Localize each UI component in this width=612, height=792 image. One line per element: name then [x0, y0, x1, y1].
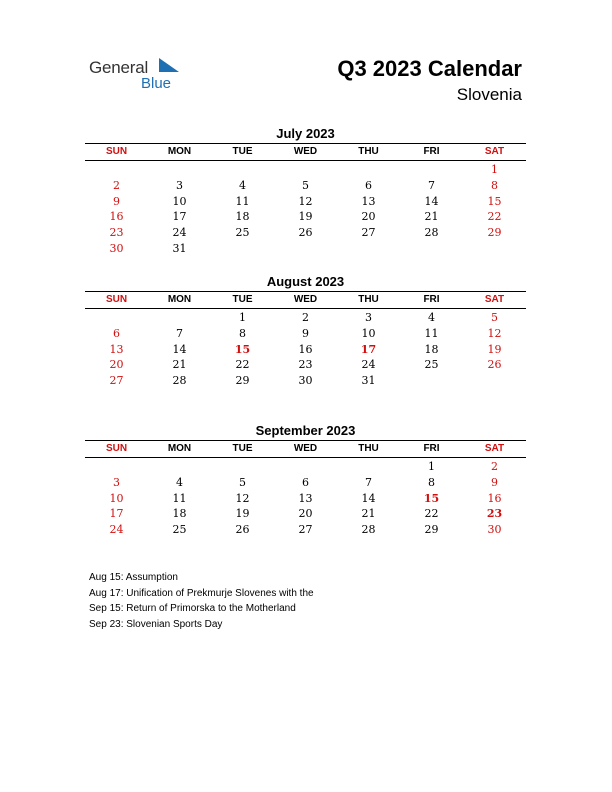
day-cell: 7 [428, 178, 435, 192]
logo-general-text: General [89, 58, 149, 77]
day-cell: 8 [491, 178, 498, 192]
weekday-header [85, 144, 526, 161]
day-cell: 31 [172, 241, 187, 255]
day-cell [400, 373, 463, 389]
day-cell: 30 [109, 241, 124, 255]
day-cell: 1 [428, 460, 435, 473]
day-cell: 3 [176, 178, 183, 192]
day-cell: 19 [235, 507, 250, 521]
weekday-wed: WED [293, 294, 318, 305]
weekday-fri: FRI [423, 294, 440, 305]
weekday-fri: FRI [423, 443, 440, 454]
day-cell: 25 [172, 523, 187, 537]
weekday-wed: WED [293, 443, 318, 454]
day-cell: 14 [172, 342, 187, 356]
day-cell: 21 [424, 210, 439, 224]
day-cell [211, 162, 274, 178]
day-cell: 19 [487, 342, 502, 356]
weekday-thu: THU [358, 146, 379, 157]
day-cell: 29 [424, 523, 439, 537]
week-row [85, 522, 526, 538]
week-row [85, 357, 526, 373]
day-cell: 13 [109, 342, 124, 356]
day-grid [85, 458, 526, 538]
day-cell: 4 [428, 311, 435, 324]
day-cell: 27 [361, 226, 376, 240]
day-cell [211, 459, 274, 475]
day-cell: 9 [113, 194, 120, 208]
week-row [85, 241, 526, 257]
logo-triangle-icon [159, 58, 179, 72]
week-row [85, 475, 526, 491]
day-cell: 30 [298, 374, 313, 388]
day-cell [463, 373, 526, 389]
day-cell [337, 459, 400, 475]
day-cell: 5 [302, 178, 309, 192]
weekday-sat: SAT [484, 294, 505, 305]
day-cell: 20 [298, 507, 313, 521]
weekday-thu: THU [358, 443, 379, 454]
day-cell: 2 [491, 460, 498, 473]
weekday-mon: MON [167, 146, 192, 157]
day-cell: 3 [365, 311, 372, 324]
day-cell: 16 [298, 342, 313, 356]
day-cell: 24 [172, 226, 187, 240]
day-cell: 23 [298, 358, 313, 372]
day-cell: 11 [424, 326, 439, 340]
day-cell: 26 [487, 358, 502, 372]
weekday-sat: SAT [484, 146, 505, 157]
day-cell [274, 162, 337, 178]
weekday-thu: THU [358, 294, 379, 305]
day-cell [148, 162, 211, 178]
day-cell: 17 [360, 342, 377, 356]
week-row [85, 310, 526, 326]
week-row [85, 178, 526, 194]
weekday-mon: MON [167, 294, 192, 305]
day-cell: 4 [176, 475, 183, 489]
day-cell: 22 [424, 507, 439, 521]
day-cell: 20 [109, 358, 124, 372]
day-cell: 28 [172, 374, 187, 388]
month-july [85, 125, 526, 257]
holiday-note: Aug 17: Unification of Prekmurje Slovenes with the [89, 587, 314, 599]
day-cell: 11 [172, 491, 187, 505]
day-grid [85, 161, 526, 257]
day-cell: 17 [109, 507, 124, 521]
day-cell [400, 241, 463, 257]
week-row [85, 342, 526, 358]
day-cell: 28 [361, 523, 376, 537]
day-cell: 14 [424, 194, 439, 208]
day-cell [148, 459, 211, 475]
week-row [85, 459, 526, 475]
day-cell: 28 [424, 226, 439, 240]
month-title: September 2023 [255, 423, 356, 438]
weekday-header [85, 292, 526, 309]
day-cell: 25 [235, 226, 250, 240]
day-cell: 18 [172, 507, 187, 521]
weekday-wed: WED [293, 146, 318, 157]
day-cell: 15 [234, 342, 251, 356]
day-cell: 12 [298, 194, 313, 208]
week-row [85, 491, 526, 507]
week-row [85, 209, 526, 225]
day-cell: 7 [365, 475, 372, 489]
day-cell: 21 [361, 507, 376, 521]
day-cell: 10 [172, 194, 187, 208]
weekday-tue: TUE [232, 443, 253, 454]
day-cell: 15 [487, 194, 502, 208]
day-cell: 6 [302, 475, 309, 489]
day-cell: 7 [176, 326, 183, 340]
holiday-note: Sep 23: Slovenian Sports Day [89, 618, 223, 630]
day-cell: 27 [298, 523, 313, 537]
weekday-sun: SUN [105, 443, 128, 454]
weekday-header [85, 441, 526, 458]
day-cell: 30 [487, 523, 502, 537]
day-cell: 29 [487, 226, 502, 240]
day-cell: 20 [361, 210, 376, 224]
page-subtitle: Slovenia [456, 85, 522, 104]
day-cell: 22 [235, 358, 250, 372]
day-cell: 21 [172, 358, 187, 372]
generalblue-logo [89, 54, 199, 94]
day-cell: 25 [424, 358, 439, 372]
page-title: Q3 2023 Calendar [337, 56, 522, 81]
day-cell: 26 [298, 226, 313, 240]
day-cell: 1 [491, 163, 498, 176]
day-cell: 5 [491, 311, 498, 324]
day-cell: 26 [235, 523, 250, 537]
day-cell: 16 [109, 210, 124, 224]
weekday-tue: TUE [232, 146, 253, 157]
week-row [85, 326, 526, 342]
weekday-fri: FRI [423, 146, 440, 157]
logo-blue-text: Blue [141, 75, 172, 92]
day-cell: 19 [298, 210, 313, 224]
day-cell: 18 [235, 210, 250, 224]
day-cell: 8 [428, 475, 435, 489]
day-cell: 4 [239, 178, 246, 192]
day-cell: 27 [109, 374, 124, 388]
month-title: July 2023 [276, 126, 335, 141]
month-september [85, 422, 526, 538]
week-row [85, 194, 526, 210]
day-cell: 24 [361, 358, 376, 372]
day-cell: 29 [235, 374, 250, 388]
day-cell [274, 241, 337, 257]
day-cell: 1 [239, 311, 246, 324]
day-cell [274, 459, 337, 475]
month-august [85, 273, 526, 389]
day-cell: 22 [487, 210, 502, 224]
day-cell: 10 [361, 326, 376, 340]
week-row [85, 373, 526, 389]
day-cell: 11 [235, 194, 250, 208]
day-cell: 23 [486, 507, 503, 521]
day-cell: 24 [109, 523, 124, 537]
day-cell: 5 [239, 475, 246, 489]
day-cell [85, 162, 148, 178]
day-cell: 13 [298, 491, 313, 505]
day-cell: 12 [235, 491, 250, 505]
day-cell: 16 [487, 491, 502, 505]
day-cell [463, 241, 526, 257]
day-cell: 17 [172, 210, 187, 224]
week-row [85, 506, 526, 522]
day-cell: 18 [424, 342, 439, 356]
day-cell: 3 [113, 475, 120, 489]
day-cell: 23 [109, 226, 124, 240]
day-grid [85, 309, 526, 389]
day-cell [85, 310, 148, 326]
day-cell: 14 [361, 491, 376, 505]
day-cell: 15 [423, 491, 440, 505]
day-cell: 2 [113, 178, 120, 192]
weekday-mon: MON [167, 443, 192, 454]
holiday-note: Aug 15: Assumption [89, 572, 178, 583]
day-cell: 6 [365, 178, 372, 192]
day-cell [337, 162, 400, 178]
day-cell [211, 241, 274, 257]
holiday-note: Sep 15: Return of Primorska to the Motherland [89, 603, 296, 614]
day-cell: 12 [487, 326, 502, 340]
week-row [85, 162, 526, 178]
day-cell [85, 459, 148, 475]
day-cell: 9 [302, 326, 309, 340]
weekday-tue: TUE [232, 294, 253, 305]
day-cell: 6 [113, 326, 120, 340]
weekday-sun: SUN [105, 294, 128, 305]
week-row [85, 225, 526, 241]
day-cell: 10 [109, 491, 124, 505]
day-cell [400, 162, 463, 178]
day-cell: 2 [302, 311, 309, 324]
day-cell: 8 [239, 326, 246, 340]
month-title: August 2023 [266, 274, 345, 289]
day-cell: 13 [361, 194, 376, 208]
weekday-sat: SAT [484, 443, 505, 454]
day-cell [337, 241, 400, 257]
holiday-notes [89, 570, 314, 632]
day-cell: 31 [361, 374, 376, 388]
weekday-sun: SUN [105, 146, 128, 157]
day-cell [148, 310, 211, 326]
day-cell: 9 [491, 475, 498, 489]
